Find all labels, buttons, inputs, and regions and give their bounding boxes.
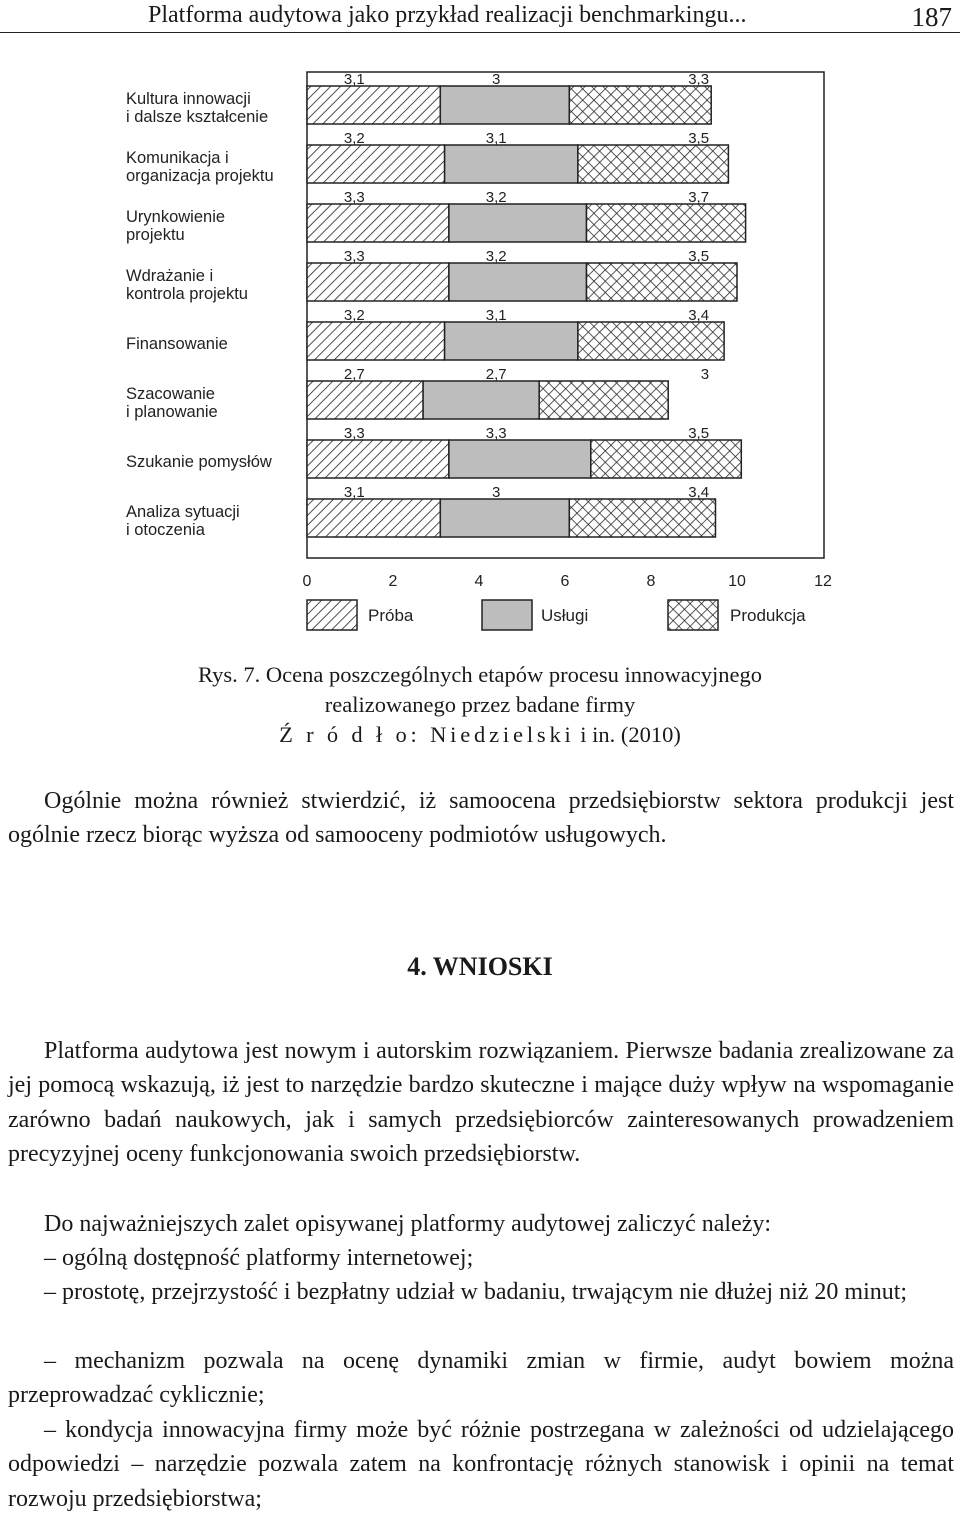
data-label-uslugi: 3,2 [485, 189, 507, 206]
data-label-produkcja: 3,3 [688, 71, 710, 88]
bar-produkcja [587, 204, 746, 242]
data-label-proba: 3,3 [343, 189, 365, 206]
x-tick-label: 4 [474, 573, 484, 590]
data-label-uslugi: 3,1 [485, 307, 507, 324]
list-item: – kondycja innowacyjna firmy może być różnie postrzegana w zależności od udzielającego odpowiedzi – narzędzie pozwala zatem na konfrontację różnych stanowisk i opinii na temat rozwoju przedsiębiorstwa; [8, 1417, 954, 1512]
data-label-produkcja: 3 [700, 366, 710, 383]
data-label-proba: 3,3 [343, 425, 365, 442]
bar-uslugi [449, 204, 587, 242]
bar-uslugi [445, 145, 578, 183]
data-label-produkcja: 3,5 [688, 130, 710, 147]
bar-proba [307, 204, 449, 242]
bar-produkcja [569, 86, 711, 124]
legend-swatch-produkcja [668, 600, 718, 630]
x-tick-label: 12 [814, 573, 832, 590]
category-label: Szacowanie [126, 385, 215, 403]
section-heading: 4. WNIOSKI [407, 952, 553, 981]
bar-uslugi [449, 440, 591, 478]
caption-line-2: realizowanego przez badane firmy [324, 692, 636, 717]
bar-produkcja [569, 499, 715, 537]
category-label: Urynkowienie [126, 208, 226, 226]
category-label: Wdrażanie i [126, 267, 214, 285]
bar-proba [307, 440, 449, 478]
data-label-proba: 3,1 [343, 71, 365, 88]
data-label-uslugi: 3,2 [485, 248, 507, 265]
source-prefix: Ź r ó d ł o: [279, 722, 431, 747]
data-label-produkcja: 3,5 [688, 425, 710, 442]
bar-uslugi [440, 499, 569, 537]
caption-line-1: Rys. 7. Ocena poszczególnych etapów procesu innowacyjnego [198, 662, 762, 687]
bar-proba [307, 322, 445, 360]
paragraph-advantages-intro: Do najważniejszych zalet opisywanej platformy audytowej zaliczyć należy: [44, 1211, 772, 1237]
data-label-uslugi: 2,7 [485, 366, 507, 383]
category-label: Finansowanie [126, 335, 228, 353]
data-label-uslugi: 3,3 [485, 425, 507, 442]
bar-produkcja [539, 381, 668, 419]
list-item: – ogólną dostępność platformy internetowej; [44, 1245, 474, 1271]
list-item: – prostotę, przejrzystość i bezpłatny udział w badaniu, trwającym nie dłużej niż 20 minut; [44, 1279, 908, 1305]
legend-label-proba: Próba [368, 606, 414, 625]
data-label-produkcja: 3,5 [688, 248, 710, 265]
data-label-produkcja: 3,4 [688, 307, 710, 324]
bar-proba [307, 145, 445, 183]
legend-swatch-uslugi [482, 600, 532, 630]
source-suffix: i in. (2010) [574, 722, 681, 747]
caption-source [0, 720, 960, 750]
data-label-proba: 3,1 [343, 484, 365, 501]
data-label-produkcja: 3,4 [688, 484, 710, 501]
bar-proba [307, 86, 440, 124]
data-label-uslugi: 3 [492, 484, 501, 501]
x-tick-label: 10 [728, 573, 746, 590]
bar-uslugi [449, 263, 587, 301]
data-label-proba: 2,7 [343, 366, 365, 383]
data-label-proba: 3,3 [343, 248, 365, 265]
bar-proba [307, 499, 440, 537]
data-label-uslugi: 3 [492, 71, 501, 88]
legend-label-produkcja: Produkcja [730, 606, 806, 625]
bar-uslugi [423, 381, 539, 419]
bar-produkcja [578, 145, 729, 183]
data-label-proba: 3,2 [343, 130, 365, 147]
category-label: Komunikacja i [126, 149, 229, 167]
bar-uslugi [440, 86, 569, 124]
x-tick-label: 2 [388, 573, 398, 590]
bar-proba [307, 381, 423, 419]
paragraph-conclusions: Platforma audytowa jest nowym i autorskim rozwiązaniem. Pierwsze badania zrealizowane za jej pomocą wskazują, iż jest to narzędzie bardzo skuteczne i mające duży wpływ na wspomaganie zarówno badań naukowych, jak i samych przedsiębiorców zainteresowanych prowadzeniem precyzyjnej oceny funkcjonowania swoich przedsiębiorstw. [8, 1038, 954, 1168]
category-label: i otoczenia [126, 521, 205, 539]
list-item: – mechanizm pozwala na ocenę dynamiki zmian w firmie, audyt bowiem można przeprowadzać cyklicznie; [8, 1348, 954, 1409]
category-label: organizacja projektu [126, 167, 274, 185]
page-number: 187 [911, 2, 952, 32]
source-author: Niedzielski [430, 722, 575, 747]
legend-swatch-proba [307, 600, 357, 630]
data-label-proba: 3,2 [343, 307, 365, 324]
data-label-uslugi: 3,1 [485, 130, 507, 147]
category-label: i dalsze kształcenie [126, 108, 269, 126]
running-title: Platforma audytowa jako przykład realizacji benchmarkingu... [148, 2, 747, 28]
x-tick-label: 0 [302, 573, 312, 590]
category-label: projektu [126, 226, 185, 244]
x-tick-label: 8 [646, 573, 656, 590]
bar-proba [307, 263, 449, 301]
category-label: kontrola projektu [126, 285, 248, 303]
x-tick-label: 6 [560, 573, 570, 590]
category-label: Szukanie pomysłów [126, 453, 272, 471]
paragraph-summary: Ogólnie można również stwierdzić, iż samoocena przedsiębiorstw sektora produkcji jest ogólnie rzecz biorąc wyższa od samooceny podmiotów usługowych. [8, 788, 954, 849]
category-label: i planowanie [126, 403, 218, 421]
category-label: Kultura innowacji [126, 90, 251, 108]
data-label-produkcja: 3,7 [688, 189, 710, 206]
legend-label-uslugi: Usługi [541, 606, 589, 625]
category-label: Analiza sytuacji [126, 503, 240, 521]
bar-chart [0, 60, 960, 640]
bar-uslugi [445, 322, 578, 360]
bar-produkcja [591, 440, 742, 478]
bar-produkcja [578, 322, 724, 360]
bar-produkcja [587, 263, 738, 301]
page-header [0, 0, 960, 33]
figure-caption [0, 660, 960, 750]
